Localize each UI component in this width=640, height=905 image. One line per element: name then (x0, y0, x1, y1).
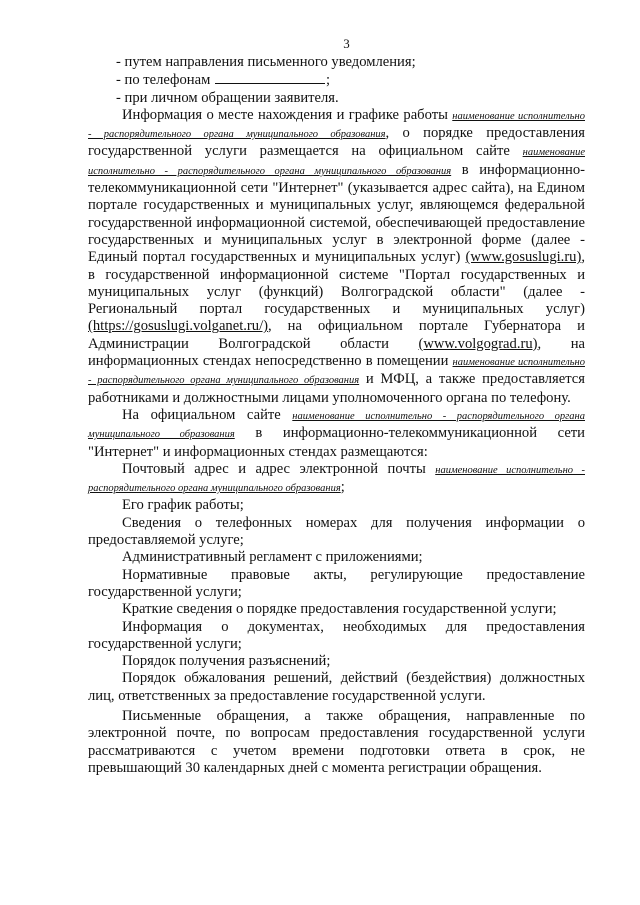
paragraph-official-site: На официальном сайте наименование исполнительно - распорядительного органа муниципального образования в информационно-телекоммуникационной сети "Интернет" и информационных стендах размещаются: (88, 406, 585, 460)
link-gosuslugi[interactable]: (www.gosuslugi.ru) (465, 249, 582, 266)
item-schedule: Его график работы; (122, 497, 244, 514)
item-documents: Информация о документах, необходимых для предоставления государственной услуги; (88, 618, 585, 652)
placeholder-organ-name: наименование исполнительно - распорядительного органа муниципального образования (88, 110, 585, 141)
item-phone-info: Сведения о телефонных номерах для получения информации о предоставляемой услуге; (88, 514, 585, 549)
placeholder-organ-name: наименование исполнительно - распорядительного органа муниципального образования (88, 464, 585, 495)
paragraph-postal-address: Почтовый адрес и адрес электронной почты наименование исполнительно - распорядительного органа муниципального образования; (88, 460, 585, 496)
link-volgograd[interactable]: (www.volgograd.ru) (418, 335, 538, 352)
page-number: 3 (343, 36, 350, 51)
list-item-personal-visit: - при личном обращении заявителя. (116, 89, 339, 106)
phone-blank-line (215, 71, 325, 84)
item-legal-acts: Нормативные правовые акты, регулирующие предоставление государственной услуги; (88, 566, 585, 600)
list-item-written-notice: - путем направления письменного уведомления; (116, 54, 416, 70)
item-regulation: Административный регламент с приложениями; (122, 549, 423, 566)
document-body (88, 54, 585, 777)
placeholder-organ-name: наименование исполнительно - распорядительного органа муниципального образования (88, 357, 585, 387)
placeholder-organ-name: наименование исполнительно - распорядительного органа муниципального образования (88, 410, 585, 441)
paragraph-written-appeals: Письменные обращения, а также обращения, направленные по электронной почте, по вопросам предоставления государственной услуги рассматриваются с учетом времени подготовки ответа в срок, не превышающий 30 календарных дней с момента регистрации обращения. (88, 707, 585, 776)
item-clarifications: Порядок получения разъяснений; (122, 653, 331, 670)
paragraph-info-location: Информация о месте нахождения и графике работы наименование исполнительно - распорядительного органа муниципального образования, о порядке предоставления государственной услуги размещается на официальном сайте наименование исполнительно - распорядительного органа муниципального образования в информационно-телекоммуникационной сети "Интернет" (указывается адрес сайта), на Едином портале государственных и муниципальных услуг, являющемся федеральной государственной информационной системой, обеспечивающей предоставление государственных и муниципальных услуг в электронной форме (далее - Единый портал государственных и муниципальных услуг) (www.gosuslugi.ru), в государственной информационной системе "Портал государственных и муниципальных услуг (функций) Волгоградской области" (далее - Региональный портал государственных и муниципальных услуг) (https://gosuslugi.volganet.ru/), на официальном портале Губернатора и Администрации Волгоградской области (www.volgograd.ru), на информационных стендах непосредственно в помещении наименование исполнительно - распорядительного органа муниципального образования и МФЦ, а также предоставляется работниками и должностными лицами уполномоченного органа по телефону. (88, 106, 585, 406)
item-brief-info: Краткие сведения о порядке предоставления государственной услуги; (122, 601, 557, 618)
item-appeal: Порядок обжалования решений, действий (бездействия) должностных лиц, ответственных за предоставление государственной услуги. (88, 670, 585, 704)
placeholder-organ-name: наименование исполнительно - распорядительного органа муниципального образования (88, 147, 585, 177)
link-volganet[interactable]: (https://gosuslugi.volganet.ru/) (88, 318, 268, 335)
list-item-phone: - по телефонам ; (116, 72, 331, 89)
